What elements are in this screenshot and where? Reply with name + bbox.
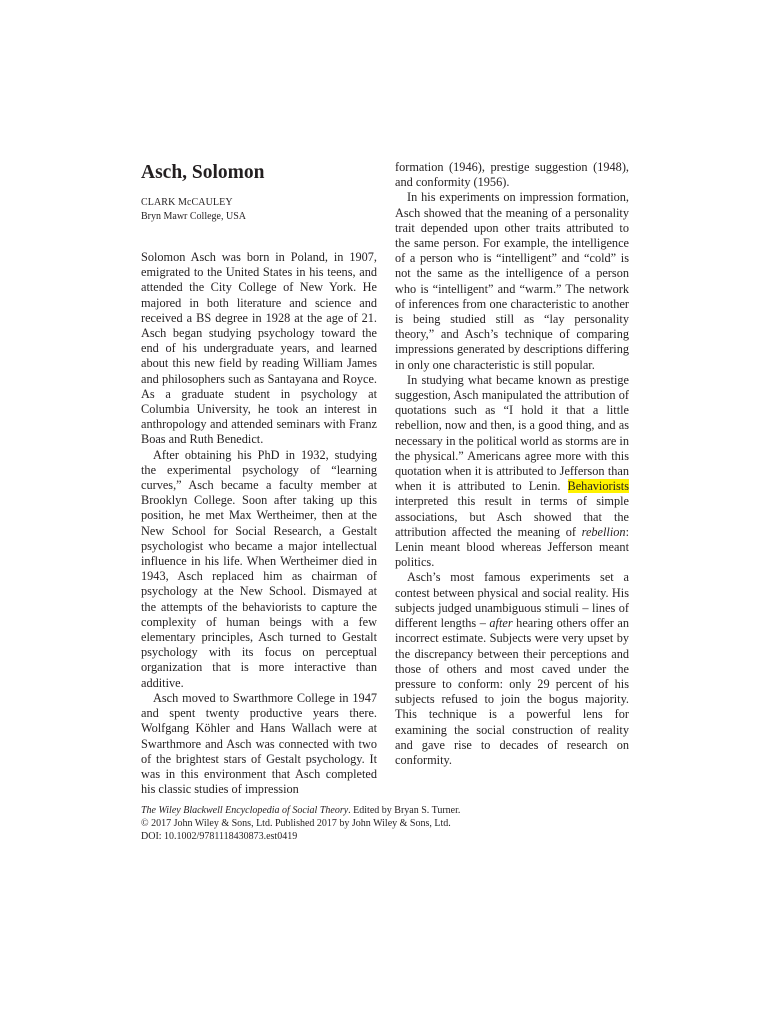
right-paragraph-3 — [395, 373, 629, 571]
right-paragraph-2: In his experiments on impression formation, Asch showed that the meaning of a personality trait depended upon other traits attributed to the same person. For example, the intelligence of a person who is “intelligent” and “cold” is not the same as the intelligence of a person who is “intelligent” and “warm.” The network of inferences from one characteristic to another is being studied still as “lay personality theory,” and Asch’s technique of comparing impressions generated by descriptions differing in only one characteristic is still popular. — [395, 190, 629, 372]
p3-text-after: : Lenin meant blood whereas Jefferson meant politics. — [395, 524, 629, 570]
left-paragraph-1: Solomon Asch was born in Poland, in 1907, emigrated to the United States in his teens, and attended the City College of New York. He majored in both literature and science and received a BS degree in 1928 at the age of 21. Asch began studying psychology toward the end of his undergraduate years, and learned about this new field by reading William James and philosophers such as Santayana and Royce. As a graduate student in psychology at Columbia University, he took an interest in anthropology and attended seminars with Franz Boas and Ruth Benedict. — [141, 250, 377, 447]
highlighted-word: Behaviorists — [567, 479, 629, 494]
p3-text-before: In studying what became known as prestige suggestion, Asch manipulated the attribution of quotations such as “I hold it that a little rebellion, now and then, is a good thing, and as necessary in the political world as storms are in the physical.” Americans agree more with this quotation when it is attributed to Jefferson than when it is attributed to Lenin. — [395, 372, 629, 494]
right-column — [395, 160, 629, 768]
right-paragraph-1: formation (1946), prestige suggestion (1948), and conformity (1956). — [395, 160, 629, 190]
p3-italic-word: rebellion — [581, 524, 626, 539]
left-column — [141, 160, 377, 797]
footer-line-1 — [141, 804, 561, 817]
p3-text-mid: interpreted this result in terms of simple associations, but Asch showed that the attribution affected the meaning of — [395, 494, 629, 539]
p4-text-after: hearing others offer an incorrect estimate. Subjects were very upset by the discrepancy between their perceptions and those of others and most caved under the pressure to conform: only 29 percent of his subjects refused to join the bogus majority. This technique is a powerful lens for examining the social construction of reality and gave rise to decades of research on conformity. — [395, 616, 629, 767]
p4-italic-word: after — [489, 616, 513, 631]
citation-footer — [141, 804, 561, 843]
footer-editor: . Edited by Bryan S. Turner. — [348, 805, 461, 816]
footer-copyright: © 2017 John Wiley & Sons, Ltd. Published 2017 by John Wiley & Sons, Ltd. — [141, 818, 451, 829]
entry-title: Asch, Solomon — [141, 162, 265, 183]
left-paragraph-3: Asch moved to Swarthmore College in 1947 and spent twenty productive years there. Wolfgang Köhler and Hans Wallach were at Swarthmore and Asch was connected with two of the brightest stars of Gestalt psychology. It was in this environment that Asch completed his classic studies of impression — [141, 690, 377, 797]
author-affiliation: Bryn Mawr College, USA — [141, 211, 246, 222]
author-name: CLARK McCAULEY — [141, 197, 233, 208]
encyclopedia-title: The Wiley Blackwell Encyclopedia of Social Theory — [141, 805, 349, 816]
p4-text-before: Asch’s most famous experiments set a contest between physical and social reality. His subjects judged unambiguous stimuli – lines of different lengths – — [395, 570, 629, 631]
right-paragraph-4 — [395, 570, 629, 768]
left-paragraph-2: After obtaining his PhD in 1932, studying the experimental psychology of “learning curves,” Asch became a faculty member at Brooklyn College. Soon after taking up this position, he met Max Wertheimer, then at the New School for Social Research, a Gestalt psychologist who became a major intellectual influence in his life. When Wertheimer died in 1943, Asch replaced him as chairman of psychology at the New School. Dismayed at the attempts of the behaviorists to capture the complexity of human beings with a few elementary principles, Asch turned to Gestalt psychology with its focus on perceptual organization that is more interactive than additive. — [141, 447, 377, 690]
footer-doi: DOI: 10.1002/9781118430873.est0419 — [141, 831, 298, 842]
